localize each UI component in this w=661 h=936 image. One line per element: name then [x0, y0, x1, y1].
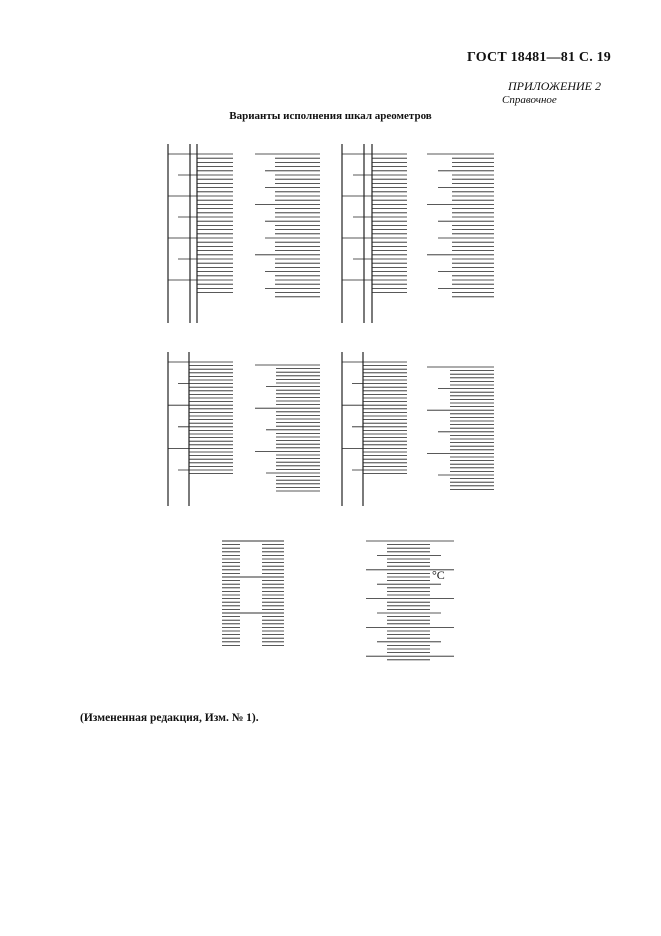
- revision-note: (Измененная редакция, Изм. № 1).: [80, 712, 259, 724]
- figure-title: Варианты исполнения шкал ареометров: [229, 110, 432, 122]
- appendix-status: Справочное: [502, 94, 557, 106]
- unit-label: °C: [432, 568, 445, 582]
- appendix-label: ПРИЛОЖЕНИЕ 2: [508, 79, 601, 93]
- document-reference: ГОСТ 18481—81 С. 19: [467, 50, 611, 65]
